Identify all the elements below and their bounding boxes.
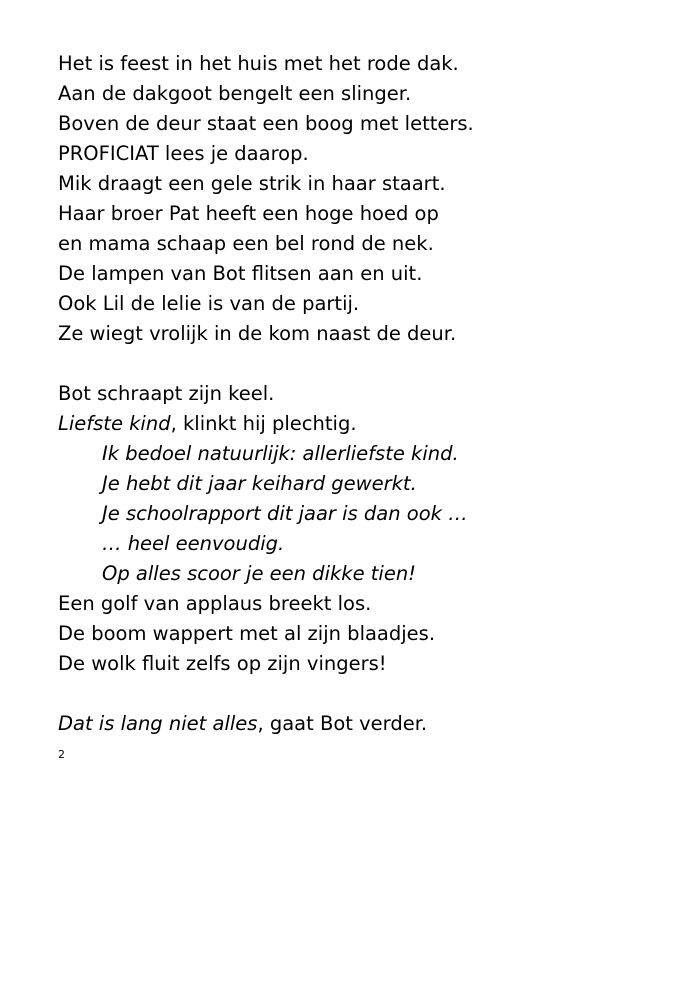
text-fragment: , klinkt hij plechtig. <box>170 412 357 435</box>
text-fragment: , gaat Bot verder. <box>257 712 428 735</box>
text-line: Bot schraapt zijn keel. <box>58 382 275 405</box>
text-line: Ze wiegt vrolijk in de kom naast de deur. <box>58 322 457 345</box>
text-line: Boven de deur staat een boog met letters. <box>58 112 474 135</box>
text-line: PROFICIAT lees je daarop. <box>58 142 309 165</box>
stanza-break <box>58 349 678 379</box>
text-line: De lampen van Bot flitsen aan en uit. <box>58 262 423 285</box>
speech-line: … heel eenvoudig. <box>102 532 285 555</box>
text-line <box>58 409 678 439</box>
speech-line: Op alles scoor je een dikke tien! <box>102 562 416 585</box>
text-line: De boom wappert met al zijn blaadjes. <box>58 622 436 645</box>
stanza-break <box>58 679 678 709</box>
speech-line: Ik bedoel natuurlijk: allerliefste kind. <box>102 442 459 465</box>
page-number: 2 <box>58 748 65 761</box>
text-line: Het is feest in het huis met het rode dak. <box>58 52 459 75</box>
text-line: Ook Lil de lelie is van de partij. <box>58 292 360 315</box>
story-text <box>58 49 678 739</box>
text-line: en mama schaap een bel rond de nek. <box>58 232 434 255</box>
text-line <box>58 709 678 739</box>
text-line: Een golf van applaus breekt los. <box>58 592 372 615</box>
text-line: Aan de dakgoot bengelt een slinger. <box>58 82 412 105</box>
italic-phrase: Dat is lang niet alles <box>58 712 258 735</box>
text-line: De wolk fluit zelfs op zijn vingers! <box>58 652 387 675</box>
speech-line: Je schoolrapport dit jaar is dan ook … <box>102 502 468 525</box>
text-line: Haar broer Pat heeft een hoge hoed op <box>58 202 439 225</box>
italic-phrase: Liefste kind <box>58 412 171 435</box>
text-line: Mik draagt een gele strik in haar staart. <box>58 172 446 195</box>
speech-line: Je hebt dit jaar keihard gewerkt. <box>102 472 417 495</box>
